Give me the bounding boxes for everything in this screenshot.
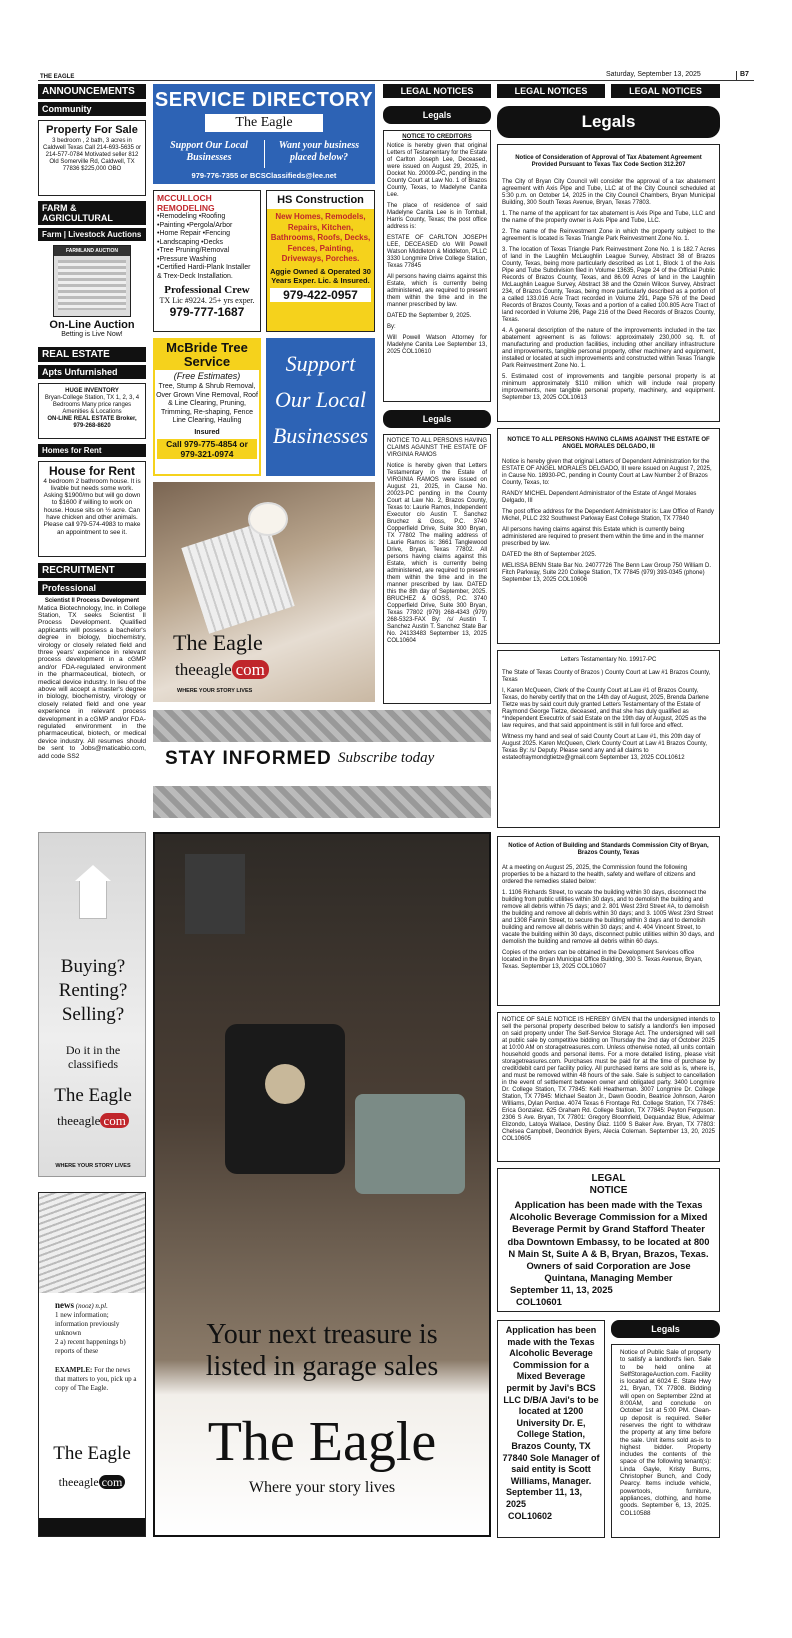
notice-paragraph: MELISSA BENN State Bar No. 24077726 The Benn Law Group 750 William D. Fitch Parkway, Suite 220 College Station, TX 77845 (979) 393-0345 (phone) September 13, 2025 COL10606 [502, 563, 711, 583]
header-date: Saturday, September 13, 2025 [606, 71, 701, 78]
tax-abatement-body [502, 179, 715, 402]
auction-subtitle: Betting is Live Now! [61, 331, 123, 338]
eagle-ad-web: theeagle [175, 660, 232, 679]
news-brand: The Eagle [53, 1443, 131, 1464]
mcculloch-service-item: •Pressure Washing [157, 255, 217, 263]
notice-paragraph: 1. The name of the applicant for tax abatement is Axis Pipe and Tube, LLC and the name of the property owner is Axis Pipe and Tube, LLC. [502, 211, 715, 224]
house-for-rent-ad[interactable] [38, 461, 146, 557]
service-directory-header [153, 84, 375, 184]
notice-paragraph: Witness my hand and seal of said County Court at Law #1, this 20th day of August 2025. Karen McQueen, Clerk County Court at Law #1 Brazos County, Texas By: /s/ Deputy. Please send any and all claims to estateofraymondgtietze@gmail.com September 13, 2025 COL10612 [502, 734, 707, 761]
notice-paragraph: Notice is hereby given that original Letters of Dependent Administration for the ESTATE OF ANGEL MORALES DELGADO, III were issued on August 7, 2025, in Cause No. 18930-PC, pending in County Court at Law Number 2 of Brazos County, Texas, to: [502, 459, 712, 486]
news-def2: 2 a) recent happenings b) reports of these [55, 1338, 126, 1355]
telephone-dial-image [265, 1064, 305, 1104]
notice-paragraph: The place of residence of said Madelyne Canita Lee is in Tomball, Harris County, Texas; the post office address is: [387, 203, 487, 230]
notice-to-creditors [383, 130, 491, 402]
garage-sales-ad[interactable] [153, 832, 491, 1537]
job-body: Matica Biotechnology, Inc. in College Station, TX seeks Scientist II Process Development. Qualified applicants will possess a bachelor's degree in biology, biochemistry, virology or closely related field and three years' experience in relevant process development in a cGMP and/or FDA-regulated environment in the pharmaceutical, biotech, or medical device industry. In lieu of the above will accept a master's degree in biology, biochemistry, virology or closely related field and one year experience in relevant process development in a cGMP and/or FDA-regulated environment in the pharmaceutical, biotech, or medical device industry. All resumes should be sent to Jobs@maticabio.com, add code SS2 [38, 604, 146, 760]
mcbride-ad[interactable] [153, 338, 261, 476]
legal-notices-header-3: LEGAL NOTICES [611, 84, 720, 98]
property-body: 3 bedroom , 2 bath, 3 acres in Caldwell Texas Call 214-693-5635 or 214-577-0784 Motivated seller 812 Old Somerville Rd, Caldwell, TX 77836 $225,000 OBO [43, 138, 141, 172]
buying-text: Buying? [60, 956, 126, 977]
real-estate-heading: REAL ESTATE [38, 347, 146, 362]
service-directory-title: SERVICE DIRECTORY [154, 89, 374, 111]
classifieds-tagline: WHERE YOUR STORY LIVES [55, 1163, 131, 1169]
subscribe-text: Subscribe today [338, 750, 435, 766]
page-number: B7 [736, 71, 749, 80]
notice-paragraph: ESTATE OF CARLTON JOSEPH LEE, DECEASED c/o Will Powell Watson Middleton & Middleton, PLLC 3330 Longmire Drive College Station, Texas 77845 [387, 235, 487, 269]
tax-abatement-notice [497, 144, 720, 422]
stay-informed-ad[interactable] [153, 710, 491, 818]
mcculloch-crew: Professional Crew [164, 284, 250, 296]
legal-notices-header-2: LEGAL NOTICES [497, 84, 605, 98]
want-slogan: Want your business placed below? [278, 140, 360, 163]
support-local-ad [266, 338, 375, 476]
mcculloch-service-item: •Certified Hardi-Plank Installer [157, 264, 251, 271]
building-standards-notice [497, 836, 720, 1006]
announcements-heading: ANNOUNCEMENTS [38, 84, 146, 99]
property-title: Property For Sale [46, 124, 138, 136]
huge-inventory-ad[interactable] [38, 383, 146, 439]
community-subheading: Community [38, 102, 146, 116]
ramos-body [387, 438, 487, 645]
support-line3: Businesses [272, 423, 369, 448]
camera-image [185, 854, 245, 934]
mcbride-services: Tree, Stump & Shrub Removal, Over Grown Vine Removal, Roof & Line Clearing, Pruning, Trimming, Re-shaping, Fence Line Clearing, Hauling [156, 383, 258, 424]
auction-flyer[interactable] [53, 245, 131, 317]
mcculloch-name: MCCULLOCH REMODELING [157, 193, 215, 213]
legal-notice-title: LEGAL NOTICE [589, 1173, 628, 1196]
news-word: news [55, 1300, 75, 1310]
hs-construction-ad[interactable] [266, 190, 375, 332]
house-icon [79, 879, 107, 919]
notice-paragraph: Notice is hereby given that Letters Testamentary in the Estate of VIRGINIA RAMOS were issued on August 21, 2025, in Cause No. 20023-PC pending in the County Court at Law No. 2, Brazos County, Texas to: Laurie Ramos, Independent Executor c/o Austin T. Sanchez Bruchez & Goss, P.C. 3740 Copperfield Drive, Suite 300 Bryan, TX 77802 The mailing address of Laurie Ramos is: 3661 Tanglewood Drive, Bryan, Texas 77802. All persons having claims against this Estate, which is currently being administered, are required to present them within the time and in the manner prescribed by law. DATED this the 8th day of September, 2025. BRUCHEZ & GOSS, P.C. 3740 Copperfield Drive, Suite 300 Bryan, Texas 77802 (979) 268-4343 (979) 268-5323-FAX By: /s/ Austin T. Sanchez Austin T. Sanchez State Bar No. 24133483 September 13, 2025 COL10604 [387, 463, 487, 644]
news-ad[interactable] [38, 1192, 146, 1537]
huge-inventory-contact: ON-LINE REAL ESTATE Broker, 979-268-8620 [47, 415, 137, 429]
stay-informed-title: STAY INFORMED [165, 748, 332, 769]
apts-subheading: Apts Unfurnished [38, 365, 146, 379]
hs-phone[interactable]: 979-422-0957 [270, 288, 371, 302]
farm-subheading: Farm | Livestock Auctions [38, 228, 146, 241]
support-line1: Support [285, 351, 356, 376]
paper-name: THE EAGLE [40, 74, 75, 80]
news-com: com [99, 1475, 126, 1489]
notice-paragraph: All persons having claims against this Estate, which is currently being administered, are required to present them within the time and in the manner prescribed by law. [387, 274, 487, 308]
delgado-title: NOTICE TO ALL PERSONS HAVING CLAIMS AGAINST THE ESTATE OF ANGEL MORALES DELGADO, III [507, 437, 710, 450]
support-slogan: Support Our Local Businesses [170, 140, 248, 163]
news-bottom-bar [39, 1518, 145, 1536]
news-web: theeagle [58, 1475, 99, 1489]
notice-paragraph: DATED the 8th of September 2025. [502, 552, 597, 558]
eagle-ad-com: com [232, 660, 269, 679]
mcbride-insured: Insured [194, 428, 220, 436]
notice-paragraph: NOTICE TO ALL PERSONS HAVING CLAIMS AGAINST THE ESTATE OF VIRGINIA RAMOS [387, 438, 487, 458]
selling-text: Selling? [61, 1004, 125, 1025]
notice-paragraph: Will Powell Watson Attorney for Madelyne Canita Lee September 13, 2025 COL10610 [387, 335, 487, 355]
classifieds-brand: The Eagle [54, 1085, 132, 1106]
notice-paragraph: 1. 1106 Richards Street, to vacate the building within 30 days, disconnect the building from public utilities within 30 days, and to demolish the building and remove all debris within 75 days; and 2. 801 West 23rd Street #A, to demolish the building and remove all debris within 30 days; and 3. 1005 West 23rd Street and 1308 Fannin Street, to secure the building within 3 days and to demolish building and remove all debris within 30 days; and 4. 404 Vincent Street, to vacate the building within 30 days, disconnect public utilities within 30 days, and demolish the building and remove all debris within 60 days. [502, 890, 715, 945]
job-title: Scientist II Process Development [44, 597, 140, 604]
notice-paragraph: 5. Estimated cost of improvements and tangible personal property is at minimum approximately $110 million which will include real property improvements, new tangible personal property, machinery, and equipment. September 13, 2025 COL10613 [502, 374, 715, 401]
notice-paragraph: 2. The name of the Reinvestment Zone in which the property subject to the agreement is located is Texas Triangle Park Reinvestment Zone No. 1. [502, 229, 715, 242]
hs-services: New Homes, Remodels, Repairs, Kitchen, Bathrooms, Roofs, Decks, Fences, Painting, Driveways, Porches. [270, 212, 371, 263]
legals-pill-2: Legals [383, 410, 491, 428]
legals-big-pill: Legals [497, 106, 720, 138]
mcculloch-service-item: •Tree Pruning/Removal [157, 247, 230, 254]
classifieds-text: Do it in the classifieds [65, 1043, 121, 1071]
huge-inventory-title: HUGE INVENTORY [65, 387, 119, 394]
javis-body: Application has been made with the Texas Alcoholic Beverage Commission for a Mixed Beverage permit by Javi's BCS LLC D/B/A Javi's to be located at 1200 University Dr. E, College Station, Brazos County, TX 77840 Sole Manager of said entity is Scott Williams, Manager. [502, 1325, 600, 1486]
eagle-ad-brand: The Eagle [173, 630, 263, 655]
homes-subheading: Homes for Rent [38, 444, 146, 457]
recruitment-heading: RECRUITMENT [38, 563, 146, 578]
garage-brand: The Eagle [207, 1411, 437, 1473]
eagle-ad-tagline: WHERE YOUR STORY LIVES [177, 688, 253, 694]
slogan-divider [264, 140, 265, 168]
property-ad[interactable] [38, 120, 146, 196]
letters-body [502, 670, 715, 762]
grand-stafford-body: Application has been made with the Texas Alcoholic Beverage Commission for a Mixed Beverage Permit by Grand Stafford Theater dba Downtown Embassy, to be located at 800 N Main St, Suite A & B, Bryan, Brazos, Texas. Owners of said Corporation are Jose Quintana, Managing Member [507, 1199, 710, 1284]
notice-paragraph: The State of Texas County of Brazos ) County Court at Law #1 Brazos County, Texas [502, 670, 711, 683]
news-pron: (nooz) n.pl. [75, 1302, 108, 1310]
mcculloch-license: TX Lic #9224. 25+ yrs exper. [159, 296, 255, 305]
garage-line1: Your next treasure is [206, 1319, 438, 1350]
tax-abatement-title: Notice of Consideration of Approval of Tax Abatement Agreement Provided Pursuant to Texas Tax Code Section 312.207 [515, 155, 702, 168]
building-standards-body [502, 865, 715, 971]
notice-paragraph: Notice is hereby given that original Letters of Testamentary for the Estate of Carlton Joseph Lee, Deceased, were issued on August 29, 2025, in Docket No. 20009-PC, pending in the County Court at Law No. 1 of Brazos County, Texas, to Madelyne Canita Lee. [387, 143, 487, 198]
mcculloch-service-item: & Trex-Deck Installation. [157, 272, 233, 280]
classifieds-web: theeagle [57, 1113, 101, 1128]
news-def1: 1 new information; information previously unknown [55, 1311, 120, 1337]
header-rule [38, 80, 754, 81]
directory-contact[interactable]: 979-776-7355 or BCSClassifieds@lee.net [191, 171, 337, 180]
javis-code: COL10602 [508, 1510, 553, 1521]
storage-sale-body [502, 1017, 715, 1143]
storage-sale-notice [497, 1012, 720, 1162]
mcculloch-service-item: •Landscaping •Decks [157, 238, 223, 246]
house-body: 4 bedroom 2 bathroom house. It is livable but needs some work. Asking $1900/mo but will go down to $1600 if willing to work on house. House sits on ½ acre. Can have chicken and other animals. Please call 979-574-4983 to make an appointment to see it. [43, 477, 141, 536]
mcculloch-service-item: •Remodeling •Roofing [157, 213, 226, 220]
notice-paragraph: Copies of the orders can be obtained in the Development Services office located in the Bryan Municipal Office Building, 300 S. Texas Avenue, Bryan, Texas. September 13, 2025 COL10607 [502, 950, 703, 970]
auction-title: On-Line Auction [49, 319, 135, 331]
classifieds-com: com [100, 1113, 128, 1128]
notice-paragraph: The City of Bryan City Council will consider the approval of a tax abatement agreement with Axis Pipe and Tube, LLC at of the City Council scheduled at 5:30 p.m. on October 14, 2025 in the City Council Chambers, Bryan Municipal Building, 300 South Texas Avenue, Bryan, Texas 77803. [502, 179, 715, 206]
javis-date: September 11, 13, 2025 [506, 1487, 583, 1509]
delgado-body [502, 459, 715, 584]
mcculloch-phone[interactable]: 979-777-1687 [169, 305, 245, 319]
creditors-title: NOTICE TO CREDITORS [402, 134, 472, 140]
mcbride-call[interactable]: Call 979-775-4854 or 979-321-0974 [157, 439, 257, 459]
newspaper-image [181, 520, 294, 633]
notice-paragraph: NOTICE OF SALE NOTICE IS HEREBY GIVEN that the undersigned intends to sell the personal property described below to satisfy a landlord's lien imposed on said property under The Self-Service Storage Act. The undersigned will sell at public sale by competitive bidding on Thursday the 2nd day of October 2025 at 10:00 AM on storagetreasures.com. Unless otherwise noted, all units contain household goods and personal items. For a more detailed listing, please visit storagetreasures.com. Purchases must be paid for at the time of purchase by credit/debit card per facility policy. All purchased items are sold as is, where is, and must be removed within 48 hours of the sale. Sale is subject to cancellation in the event of settlement between owner and obligated party. 3400 Longmire Dr. College Station, TX 77845: Kelli Heatherman. 3007 Longmire Dr. College Station, TX 77845: Michael Seaton Jr., Dawn Goodin, Beatrice Johnson, Aaron Williams, Dylan Perdue. 4074 Texas 6 Frontage Rd. College Station, TX 77845: Erica Gonzalez. 625 Graham Rd. College Station, TX 77845: Peyton Ferguson. 2306 S Ave. Bryan, TX 77801: Gregory Bloomfield, Dequandaz Blue, Adelmar Elizondo, Latoya Wallace, Destiny Diaz. 1109 S Baker Ave. Bryan, TX 77803: Chelsea Campbell, Deondrick Byers, Alecia Coleman. September 13, 20, 2025 COL10605 [502, 1017, 715, 1142]
creditors-body [387, 143, 487, 356]
mcbride-estimates: (Free Estimates) [173, 371, 241, 381]
legal-notices-header-1: LEGAL NOTICES [383, 84, 491, 98]
directory-brand: The Eagle [205, 114, 323, 132]
hs-owned: Aggie Owned & Operated 30 Years Exper. Lic. & Insured. [270, 266, 371, 285]
letters-testamentary-notice [497, 650, 720, 828]
notice-paragraph: RANDY MICHEL Dependent Administrator of the Estate of Angel Morales Delgado, III [502, 491, 697, 504]
renting-text: Renting? [58, 980, 128, 1001]
grand-stafford-code: COL10601 [516, 1296, 562, 1308]
news-example: For the news that matters to you, pick up a copy of The Eagle. [55, 1366, 137, 1392]
farm-heading: FARM & AGRICULTURAL [38, 201, 146, 225]
mcculloch-ad[interactable] [153, 190, 261, 332]
eagle-newspaper-ad[interactable] [153, 482, 375, 702]
mcculloch-service-item: •Painting •Pergola/Arbor [157, 221, 233, 229]
auction-flyer-lines [58, 260, 126, 310]
news-ad-image [39, 1193, 145, 1293]
notice-paragraph: All persons having claims against this Estate which is currently being administered are required to present them within the time and in the manner prescribed by law. [502, 527, 704, 547]
hs-name: HS Construction [267, 191, 374, 209]
classifieds-ad[interactable] [38, 832, 146, 1177]
radio-image [355, 1094, 465, 1194]
coffee-cup-image [248, 502, 288, 536]
mcculloch-services [157, 213, 257, 281]
garage-line2: listed in garage sales [205, 1351, 439, 1382]
letters-title: Letters Testamentary No. 19917-PC [560, 657, 657, 663]
public-sale-notice [611, 1344, 720, 1538]
legals-pill-3: Legals [611, 1320, 720, 1338]
support-line2: Our Local [274, 387, 367, 412]
auction-flyer-logo: FARMLAND AUCTION [54, 246, 130, 256]
grand-stafford-date: September 11, 13, 2025 [510, 1284, 613, 1296]
notice-paragraph: DATED the September 9, 2025. [387, 313, 472, 319]
notice-paragraph: The post office address for the Dependent Administrator is: Law Office of Randy Michel, PLLC 232 Southwest Parkway East College Station, TX 77840 [502, 509, 714, 522]
news-example-label: EXAMPLE: [55, 1366, 93, 1374]
notice-paragraph: By: [387, 324, 396, 330]
professional-subheading: Professional [38, 581, 146, 595]
house-title: House for Rent [48, 463, 135, 478]
mcbride-name: McBride Tree Service [155, 340, 259, 370]
public-sale-body: Notice of Public Sale of property to satisfy a landlord's lien. Sale to be held online at SelfStorageAuction.com. Facility is located at 6024 E. State Hwy 21, Bryan, TX 77808. Bidding will open on September 22nd at 8:00AM, and conclude on October 1st at 5:00 PM. Clean-up deposit is required. Seller reserves the right to withdraw the property at any time before the sale. Unit items sold as-is to highest bidder. Property includes the contents of the space of the following tenant(s): Linda Gayle, Kristy Burns, Christopher Bunch, and Cody Pearcy. Items include vehicle, powertools, furniture, appliances, clothing, and home goods. September 6, 13, 2025. COL10588 [620, 1349, 711, 1517]
building-standards-title: Notice of Action of Building and Standards Commission City of Bryan, Brazos County, Texas [508, 843, 709, 856]
javis-notice [497, 1320, 605, 1538]
legals-pill-1: Legals [383, 106, 491, 124]
notice-paragraph: At a meeting on August 25, 2025, the Commission found the following properties to be a hazard to the health, safety and welfare of citizens and ordered the remedies stated below: [502, 865, 696, 885]
mcculloch-service-item: •Home Repair •Fencing [157, 230, 230, 237]
notice-paragraph: 4. A general description of the nature of the improvements included in the tax abatement agreement is as follows: approximately 230,000 sq. ft. of manufacturing and production facilities, including other ancillary infrastructure and improvements, tangible personal property, other machinery and equipment, installed or located at such improvements and constructed within Texas Triangle Park Reinvestment Zone No. 1. [502, 328, 715, 369]
grand-stafford-notice [497, 1168, 720, 1312]
garage-tagline: Where your story lives [248, 1479, 396, 1496]
notice-paragraph: 3. The location of Texas Triangle Park Reinvestment Zone No. 1 is 182.7 Acres of land in the Laughlin McLaughlin League Survey, Abstract 38 of Brazos County, Texas, being more particularly described as Lot 1, Block 1 of the Axis Pipe and Tube Subdivision filed in Volume 13635, Page 24 of the Official Public Records of Brazos County, Texas, and 86.09 Acres of land in the Laughlin McLaughlin League Survey, Abstract 38 and the Ozwin Wilcox Survey, Abstract 234, of Brazos County, Texas, being more particularly described as a portion of a called 133.016 Acre Tract recorded in Volume 291, Page 576 of the Deed Records of Brazos County, Texas and a portion of a called 100.805 Acre Tract of land recorded in Volume 296, Page 216 of the Deed Records of Brazos County, Texas. [502, 247, 715, 323]
job-ad[interactable] [38, 598, 146, 761]
huge-inventory-body: Bryan-College Station, TX 1, 2, 3, 4 Bedrooms Many price ranges Amenities & Locations [44, 394, 140, 415]
notice-paragraph: I, Karen McQueen, Clerk of the County Court at Law #1 of Brazos County, Texas, do hereby certify that on the 14th day of August, 2025, Brenda Darlene Tietze was by said court duly granted Letters Testamentary of the Estate of Raymond George Tietze, deceased, and that she has duly qualified as *Independent Executrix of said Estate on the 19th day of August, 2025 as the law requires, and that said appointment is still in full force and effect. [502, 688, 709, 729]
delgado-estate-notice [497, 428, 720, 644]
ramos-estate-notice [383, 434, 491, 704]
house-roof-icon [75, 865, 111, 881]
